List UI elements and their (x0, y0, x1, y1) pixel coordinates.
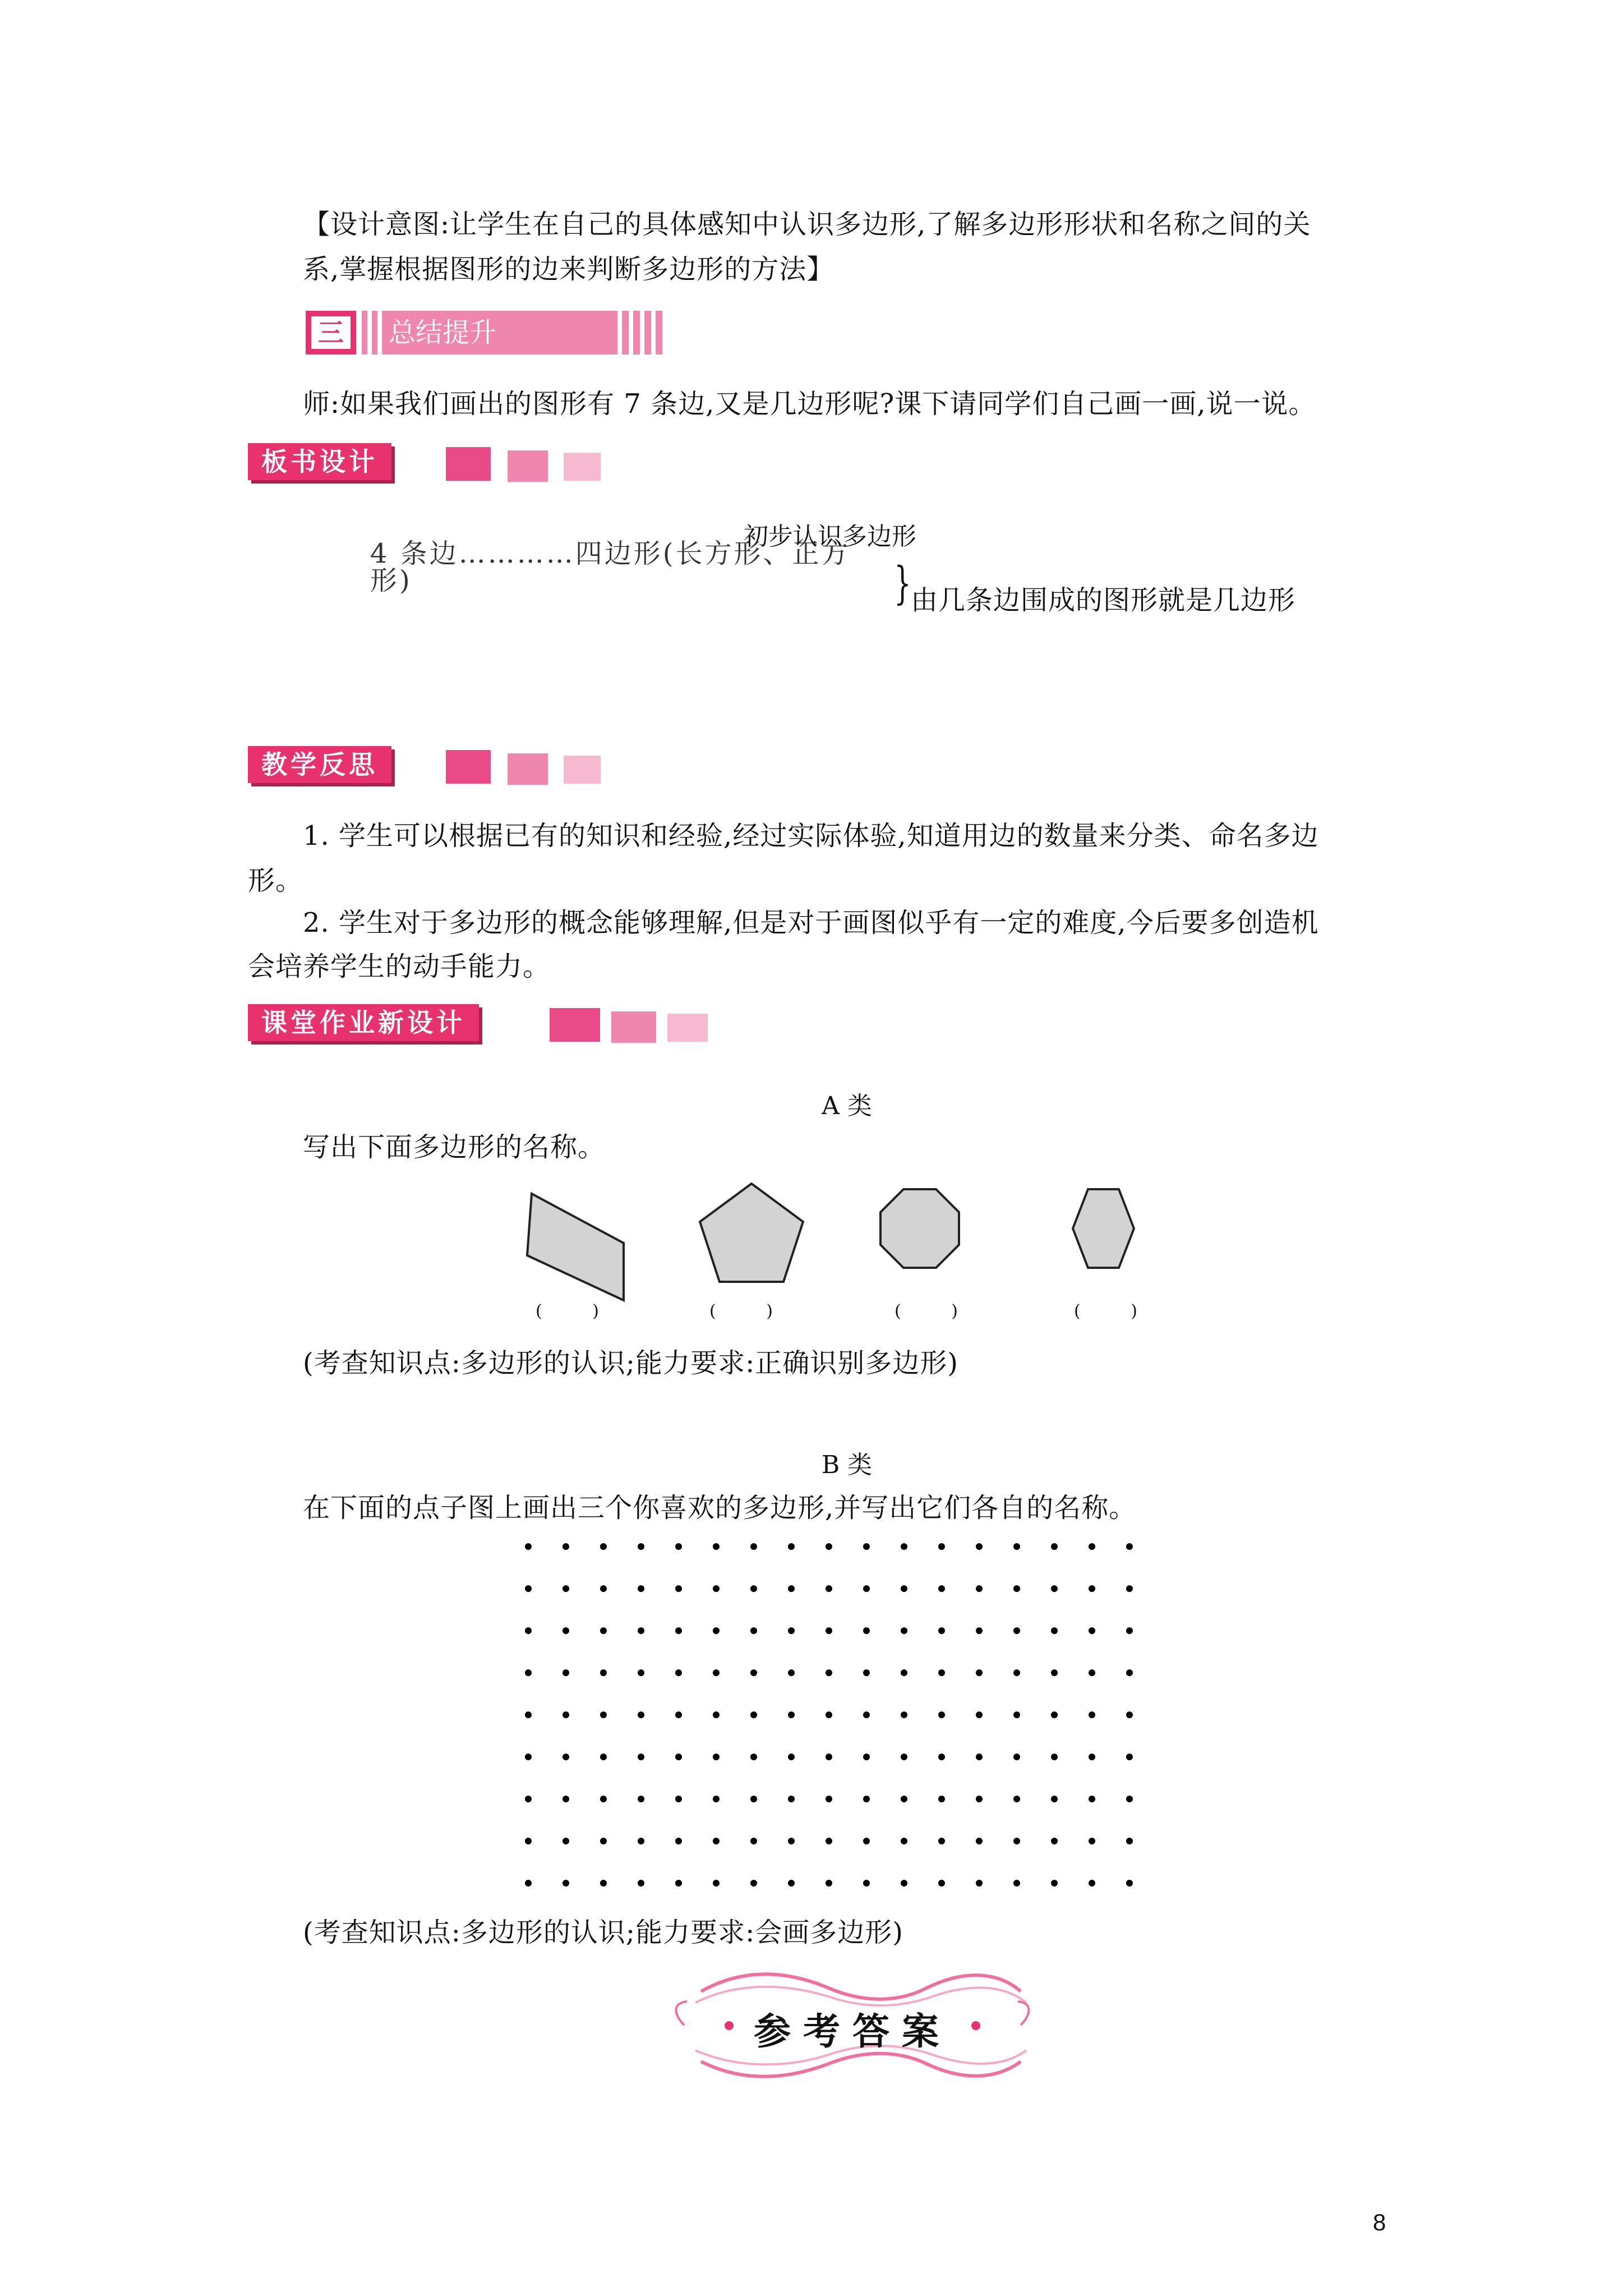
grid-dot (675, 1543, 682, 1550)
grid-dot (1089, 1585, 1095, 1592)
grid-dot (713, 1627, 720, 1634)
deco-square (446, 750, 491, 784)
grid-dot (863, 1585, 870, 1592)
grid-dot (675, 1627, 682, 1634)
grid-dot (1013, 1543, 1020, 1550)
grid-dot (976, 1711, 983, 1718)
page-number: 8 (1373, 2209, 1386, 2235)
grid-dot (1089, 1796, 1095, 1802)
answer-blank-2: ( ) (709, 1301, 795, 1321)
grid-dot (1013, 1711, 1020, 1718)
grid-dot (863, 1711, 870, 1718)
grid-dot (675, 1796, 682, 1802)
grid-dot (788, 1669, 795, 1676)
grid-dot (1089, 1711, 1095, 1718)
grid-dot (976, 1627, 983, 1634)
grid-dot (750, 1796, 757, 1802)
grid-dot (938, 1880, 945, 1887)
board-title: 初步认识多边形 (744, 522, 916, 551)
grid-dot (525, 1796, 532, 1802)
dot-grid (522, 1540, 1166, 1904)
grid-dot (901, 1754, 907, 1760)
grid-dot (826, 1627, 832, 1634)
deco-square (667, 1014, 708, 1042)
grid-dot (863, 1838, 870, 1844)
board-design-header: 板书设计 (248, 443, 391, 480)
board-conclusion: 由几条边围成的图形就是几边形 (911, 585, 1296, 616)
section3-title: 总结提升 (382, 311, 617, 355)
grid-dot (638, 1796, 644, 1802)
grid-dot (938, 1711, 945, 1718)
grid-dot (713, 1796, 720, 1802)
grid-dot (675, 1880, 682, 1887)
grid-dot (562, 1585, 569, 1592)
grid-dot (525, 1838, 532, 1844)
grid-dot (1126, 1796, 1133, 1802)
b-class-label: B 类 (821, 1451, 873, 1479)
grid-dot (1013, 1669, 1020, 1676)
grid-dot (788, 1585, 795, 1592)
a-instruction: 写出下面多边形的名称。 (303, 1131, 606, 1163)
grid-dot (713, 1711, 720, 1718)
grid-dot (826, 1585, 832, 1592)
quadrilateral-shape (527, 1194, 624, 1300)
grid-dot (1126, 1754, 1133, 1760)
b-instruction: 在下面的点子图上画出三个你喜欢的多边形,并写出它们各自的名称。 (303, 1492, 1137, 1524)
deco-square (564, 453, 601, 481)
grid-dot (938, 1543, 945, 1550)
a-class-label: A 类 (822, 1092, 872, 1120)
grid-dot (1051, 1838, 1058, 1844)
grid-dot (525, 1543, 532, 1550)
grid-dot (976, 1796, 983, 1802)
grid-dot (826, 1669, 832, 1676)
grid-dot (863, 1754, 870, 1760)
a-note: (考查知识点:多边形的认识;能力要求:正确识别多边形) (303, 1347, 958, 1379)
design-intent (303, 202, 1424, 292)
grid-dot (600, 1585, 607, 1592)
grid-dot (713, 1754, 720, 1760)
section3-text: 师:如果我们画出的图形有 7 条边,又是几边形呢?课下请同学们自己画一画,说一说。 (303, 388, 1316, 420)
grid-dot (600, 1669, 607, 1676)
grid-dot (788, 1543, 795, 1550)
deco-square (508, 450, 548, 482)
reflection-item-1: 1. 学生可以根据已有的知识和经验,经过实际体验,知道用边的数量来分类、命名多边 (303, 820, 1319, 852)
grid-dot (901, 1585, 907, 1592)
grid-dot (562, 1711, 569, 1718)
grid-dot (788, 1627, 795, 1634)
grid-dot (638, 1543, 644, 1550)
grid-dot (863, 1669, 870, 1676)
grid-dot (525, 1711, 532, 1718)
grid-dot (638, 1669, 644, 1676)
grid-dot (788, 1754, 795, 1760)
grid-dot (750, 1838, 757, 1844)
grid-dot (638, 1880, 644, 1887)
grid-dot (562, 1543, 569, 1550)
grid-dot (1013, 1838, 1020, 1844)
teaching-reflection-header: 教学反思 (248, 746, 391, 783)
grid-dot (1089, 1669, 1095, 1676)
grid-dot (750, 1754, 757, 1760)
design-intent-line2: 系,掌握根据图形的边来判断多边形的方法】 (303, 254, 834, 285)
deco-square (550, 1008, 600, 1042)
grid-dot (788, 1796, 795, 1802)
homework-header: 课堂作业新设计 (248, 1004, 479, 1041)
grid-dot (750, 1543, 757, 1550)
grid-dot (901, 1711, 907, 1718)
grid-dot (826, 1796, 832, 1802)
grid-dot (1051, 1796, 1058, 1802)
grid-dot (675, 1585, 682, 1592)
board-cut-line: 4 条边…………四边形(长方形、正方形) (370, 538, 851, 596)
octagon-shape (880, 1189, 959, 1268)
b-note: (考查知识点:多边形的认识;能力要求:会画多边形) (303, 1917, 903, 1948)
grid-dot (976, 1838, 983, 1844)
grid-dot (675, 1838, 682, 1844)
grid-dot (938, 1669, 945, 1676)
grid-dot (1089, 1880, 1095, 1887)
grid-dot (750, 1880, 757, 1887)
grid-dot (938, 1796, 945, 1802)
grid-dot (938, 1838, 945, 1844)
grid-dot (1051, 1880, 1058, 1887)
grid-dot (750, 1711, 757, 1718)
grid-dot (713, 1585, 720, 1592)
reflection-item-1-cont: 形。 (248, 865, 303, 896)
grid-dot (525, 1669, 532, 1676)
grid-dot (1089, 1838, 1095, 1844)
board-brace: } (894, 557, 911, 609)
grid-dot (525, 1754, 532, 1760)
grid-dot (901, 1669, 907, 1676)
grid-dot (1089, 1754, 1095, 1760)
grid-dot (525, 1585, 532, 1592)
grid-dot (1051, 1669, 1058, 1676)
answer-blank-3: ( ) (895, 1301, 980, 1321)
deco-square (564, 756, 601, 784)
grid-dot (638, 1754, 644, 1760)
grid-dot (901, 1543, 907, 1550)
deco-square (611, 1011, 656, 1043)
section3-number: 三 (311, 316, 351, 349)
grid-dot (901, 1838, 907, 1844)
reflection-item-2: 2. 学生对于多边形的概念能够理解,但是对于画图似乎有一定的难度,今后要多创造机 (303, 907, 1319, 938)
grid-dot (600, 1711, 607, 1718)
grid-dot (1013, 1754, 1020, 1760)
grid-dot (600, 1754, 607, 1760)
grid-dot (713, 1838, 720, 1844)
grid-dot (863, 1796, 870, 1802)
grid-dot (750, 1627, 757, 1634)
grid-dot (675, 1754, 682, 1760)
hexagon-shape (1073, 1189, 1134, 1268)
grid-dot (638, 1711, 644, 1718)
grid-dot (562, 1838, 569, 1844)
grid-dot (675, 1669, 682, 1676)
grid-dot (938, 1754, 945, 1760)
grid-dot (863, 1627, 870, 1634)
pentagon-shape (700, 1184, 803, 1282)
grid-dot (562, 1627, 569, 1634)
reflection-item-2-cont: 会培养学生的动手能力。 (248, 951, 551, 982)
grid-dot (901, 1880, 907, 1887)
grid-dot (600, 1838, 607, 1844)
grid-dot (1051, 1754, 1058, 1760)
answer-banner-title: 参考答案 (754, 2009, 951, 2053)
grid-dot (826, 1754, 832, 1760)
grid-dot (562, 1669, 569, 1676)
grid-dot (638, 1627, 644, 1634)
grid-dot (1051, 1711, 1058, 1718)
grid-dot (1051, 1543, 1058, 1550)
grid-dot (713, 1669, 720, 1676)
answer-blank-4: ( ) (1074, 1301, 1160, 1321)
grid-dot (901, 1796, 907, 1802)
answer-blank-1: ( ) (536, 1301, 621, 1321)
grid-dot (600, 1543, 607, 1550)
grid-dot (750, 1585, 757, 1592)
grid-dot (638, 1585, 644, 1592)
grid-dot (1126, 1585, 1133, 1592)
grid-dot (826, 1880, 832, 1887)
grid-dot (1126, 1880, 1133, 1887)
grid-dot (976, 1669, 983, 1676)
deco-square (446, 447, 491, 481)
grid-dot (562, 1796, 569, 1802)
grid-dot (713, 1543, 720, 1550)
grid-dot (826, 1543, 832, 1550)
grid-dot (562, 1880, 569, 1887)
grid-dot (788, 1880, 795, 1887)
grid-dot (938, 1627, 945, 1634)
grid-dot (826, 1711, 832, 1718)
grid-dot (1051, 1627, 1058, 1634)
grid-dot (976, 1543, 983, 1550)
grid-dot (863, 1543, 870, 1550)
grid-dot (675, 1711, 682, 1718)
deco-square (508, 753, 548, 785)
grid-dot (1126, 1627, 1133, 1634)
grid-dot (901, 1627, 907, 1634)
grid-dot (1013, 1796, 1020, 1802)
grid-dot (1013, 1585, 1020, 1592)
grid-dot (976, 1585, 983, 1592)
grid-dot (1051, 1585, 1058, 1592)
design-intent-line1: 【设计意图:让学生在自己的具体感知中认识多边形,了解多边形形状和名称之间的关 (303, 209, 1311, 240)
grid-dot (1089, 1627, 1095, 1634)
section3-header (306, 311, 687, 355)
grid-dot (1126, 1711, 1133, 1718)
grid-dot (788, 1711, 795, 1718)
grid-dot (976, 1754, 983, 1760)
grid-dot (713, 1880, 720, 1887)
grid-dot (562, 1754, 569, 1760)
grid-dot (1013, 1627, 1020, 1634)
polygon-figures (505, 1172, 1206, 1318)
grid-dot (1126, 1669, 1133, 1676)
grid-dot (638, 1838, 644, 1844)
grid-dot (1089, 1543, 1095, 1550)
grid-dot (525, 1627, 532, 1634)
grid-dot (750, 1669, 757, 1676)
grid-dot (525, 1880, 532, 1887)
grid-dot (788, 1838, 795, 1844)
grid-dot (826, 1838, 832, 1844)
grid-dot (863, 1880, 870, 1887)
grid-dot (1126, 1838, 1133, 1844)
grid-dot (600, 1796, 607, 1802)
grid-dot (1126, 1543, 1133, 1550)
grid-dot (600, 1880, 607, 1887)
grid-dot (1013, 1880, 1020, 1887)
grid-dot (600, 1627, 607, 1634)
grid-dot (938, 1585, 945, 1592)
grid-dot (976, 1880, 983, 1887)
